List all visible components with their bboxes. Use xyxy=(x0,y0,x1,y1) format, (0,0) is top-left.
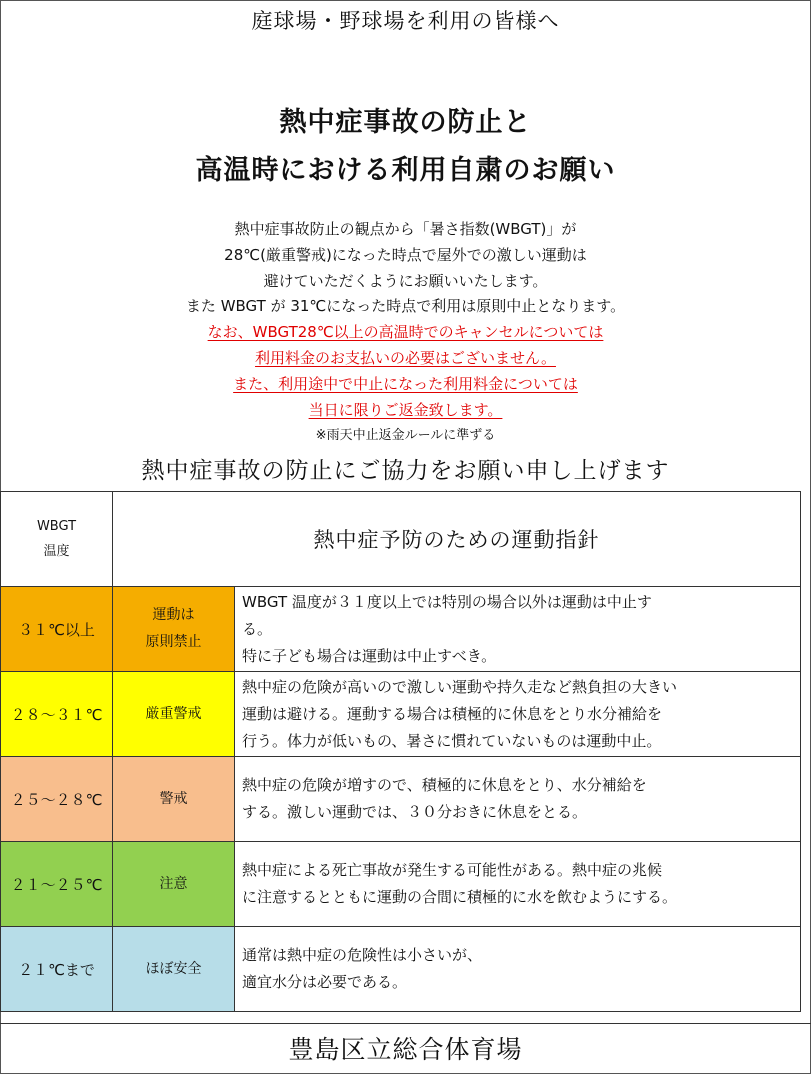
description-line: に注意するとともに運動の合間に積極的に水を飲むようにする。 xyxy=(242,888,678,906)
intro-text xyxy=(0,217,811,449)
description-line: 行う。体力が低いもの、暑さに慣れていないものは運動中止。 xyxy=(242,731,662,750)
description-line: WBGT 温度が３１度以上では特別の場合以外は運動は中止す xyxy=(242,592,652,611)
guideline-description xyxy=(235,927,801,1012)
description-line: 熱中症の危険が高いので激しい運動や持久走など熱負担の大きい xyxy=(242,677,678,696)
footer-divider xyxy=(0,1023,811,1024)
main-title-line1: 熱中症事故の防止と xyxy=(279,107,532,138)
table-row xyxy=(1,757,801,842)
risk-level-label: 原則禁止 xyxy=(145,634,202,650)
table-row xyxy=(1,842,801,927)
cancel-notice-line: 利用料金のお支払いの必要はございません。 xyxy=(255,348,556,367)
guideline-description xyxy=(235,757,801,842)
table-row xyxy=(1,672,801,757)
table-row xyxy=(1,927,801,1012)
wbgt-temp-cell: ２５～２８℃ xyxy=(1,757,113,842)
wbgt-temp-cell: ２１℃まで xyxy=(1,927,113,1012)
risk-level-cell: ほぼ安全 xyxy=(113,927,235,1012)
main-title-line2: 高温時における利用自粛のお願い xyxy=(195,155,616,186)
description-line: 熱中症による死亡事故が発生する可能性がある。熱中症の兆候 xyxy=(242,861,663,879)
intro-line: 28℃(厳重警戒)になった時点で屋外での激しい運動は xyxy=(224,245,587,264)
cancel-notice-line: なお、WBGT28℃以上の高温時でのキャンセルについては xyxy=(207,323,604,342)
risk-level-cell: 警戒 xyxy=(113,757,235,842)
exercise-guideline-table xyxy=(0,491,801,1012)
description-line: 運動は避ける。運動する場合は積極的に休息をとり水分補給を xyxy=(242,704,663,723)
risk-level-cell: 厳重警戒 xyxy=(113,672,235,757)
refund-notice-line: 当日に限りご返金致します。 xyxy=(308,400,503,419)
description-line: する。激しい運動では、３０分おきに休息をとる。 xyxy=(242,803,588,821)
risk-level-cell xyxy=(113,587,235,672)
intro-line: また WBGT が 31℃になった時点で利用は原則中止となります。 xyxy=(185,297,626,316)
wbgt-temp-cell: ２１～２５℃ xyxy=(1,842,113,927)
refund-notice-line: また、利用途中で中止になった利用料金については xyxy=(233,374,578,393)
rain-refund-note: ※雨天中止返金ルールに準ずる xyxy=(315,428,496,444)
guideline-description xyxy=(235,587,801,672)
facility-name: 豊島区立総合体育場 xyxy=(288,1035,523,1064)
guideline-description xyxy=(235,672,801,757)
wbgt-header-label: WBGT xyxy=(36,519,77,534)
wbgt-header-cell xyxy=(1,492,113,587)
description-line: 熱中症の危険が増すので、積極的に休息をとり、水分補給を xyxy=(242,776,647,794)
cooperation-request: 熱中症事故の防止にご協力をお願い申し上げます xyxy=(141,458,670,484)
description-line: る。 xyxy=(242,619,273,638)
table-header-row xyxy=(1,492,801,587)
description-line: 通常は熱中症の危険性は小さいが、 xyxy=(242,946,483,964)
risk-level-label: 運動は xyxy=(152,607,195,623)
wbgt-temp-cell: ２８～３１℃ xyxy=(1,672,113,757)
intro-line: 避けていただくようにお願いいたします。 xyxy=(263,271,548,290)
wbgt-header-sublabel: 温度 xyxy=(43,544,70,559)
table-row xyxy=(1,587,801,672)
guideline-description xyxy=(235,842,801,927)
wbgt-temp-cell: ３１℃以上 xyxy=(1,587,113,672)
header-title: 庭球場・野球場を利用の皆様へ xyxy=(251,9,560,33)
description-line: 適宜水分は必要である。 xyxy=(242,973,408,991)
risk-level-cell: 注意 xyxy=(113,842,235,927)
description-line: 特に子ども場合は運動は中止すべき。 xyxy=(242,646,497,665)
guideline-header: 熱中症予防のための運動指針 xyxy=(113,492,801,587)
intro-line: 熱中症事故防止の観点から「暑さ指数(WBGT)」が xyxy=(234,220,577,238)
